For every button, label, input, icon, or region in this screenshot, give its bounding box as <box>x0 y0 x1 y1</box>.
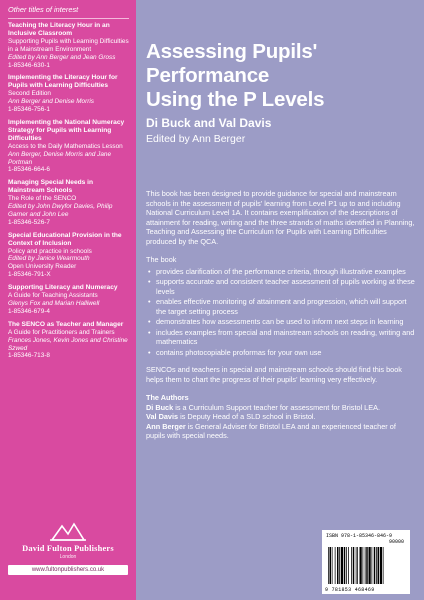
publisher-logo-icon <box>48 520 88 542</box>
book-authors-text: Edited by Ann Berger and Jean Gross <box>8 53 116 61</box>
book-title-text: Implementing the National Numeracy Strategy for Pupils with Learning Difficulties <box>8 118 125 142</box>
book-isbn: 1-85346-664-6 <box>8 166 50 174</box>
barcode-box <box>322 530 410 594</box>
book-authors-text: Edited by Janice Wearmouth <box>8 255 90 263</box>
book-isbn: 1-85346-791-X <box>8 271 51 279</box>
isbn-label: ISBN 978-1-85346-846-9 <box>326 533 393 539</box>
blurb <box>146 189 416 441</box>
book-isbn: 1-85346-679-4 <box>8 307 50 315</box>
book-entry <box>8 74 129 114</box>
bullet-icon: • <box>148 297 151 306</box>
book-extra: Open University Reader <box>8 263 77 271</box>
bullet-text: demonstrates how assessments can be used to inform next steps in learning <box>156 317 404 326</box>
book-isbn: 1-85346-526-7 <box>8 218 50 226</box>
author-name: Val Davis <box>146 412 179 421</box>
title-line-3: Using the P Levels <box>146 88 325 111</box>
book-entry <box>8 179 129 226</box>
book-description: A Guide for Practitioners and Trainers <box>8 328 115 336</box>
blurb-intro: This book has been designed to provide guidance for special and mainstream schools in the assessment of pupils' learning from Level P1 up to and including National Curriculum Level 1A. It contains exemplification of the descriptions of attainment for reading, writing and the three strands of maths identified in Planning, Teaching and Assessing the Curriculum for Pupils with Learning Difficulties produced by the QCA. <box>146 189 415 246</box>
main-content <box>146 0 416 441</box>
blurb-closing: SENCOs and teachers in special and mainstream schools should find this book helps them to chart the progress of their pupils' learning very effectively. <box>146 365 402 384</box>
bullet-text: includes examples from special and mainstream schools on reading, writing and mathematics <box>156 327 415 346</box>
author-bio <box>146 422 416 441</box>
publisher-name: David Fulton Publishers <box>22 544 114 553</box>
book-authors-text: Glenys Fox and Marian Halliwell <box>8 300 100 307</box>
publisher-block <box>6 520 130 575</box>
bullet-icon: • <box>148 317 151 326</box>
author-bio <box>146 412 416 422</box>
book-authors-text: Ann Berger and Denise Morris <box>8 98 94 106</box>
bullet-icon: • <box>148 277 151 286</box>
bullet-icon: • <box>148 266 151 276</box>
title-line-1: Assessing Pupils' <box>146 40 318 63</box>
bullet-text: contains photocopiable proformas for your own use <box>156 347 322 357</box>
author-bio <box>146 403 416 413</box>
author-description: is a Curriculum Support teacher for assessment for Bristol LEA. <box>173 402 380 412</box>
book-editor: Edited by Ann Berger <box>146 133 246 145</box>
ean-number: 9 781853 468469 <box>325 587 375 593</box>
title-line-2: Performance <box>146 64 270 87</box>
bullet-text: enables effective monitoring of attainment and progression, which will support the target setting process <box>156 297 407 316</box>
book-isbn: 1-85346-756-1 <box>8 106 50 114</box>
book-description: Second Edition <box>8 90 51 98</box>
book-title-text: Supporting Literacy and Numeracy <box>8 284 118 292</box>
book-title <box>146 40 416 112</box>
author-name: Di Buck <box>146 402 174 412</box>
book-description: Policy and practice in schools <box>8 247 92 255</box>
list-item <box>146 317 416 327</box>
book-title-text: Special Educational Provision in the Context of Inclusion <box>8 231 122 247</box>
bullet-icon: • <box>148 347 151 357</box>
sidebar-divider <box>8 18 129 19</box>
book-authors-text: Ann Berger, Denise Morris and Jane Portman <box>8 150 112 166</box>
book-entry <box>8 119 129 174</box>
list-item <box>146 277 416 296</box>
book-description: A Guide for Teaching Assistants <box>8 292 98 300</box>
book-authors-text: Edited by John Dwyfor Davies, Philip Garner and John Lee <box>8 203 113 218</box>
book-description: The Role of the SENCO <box>8 195 77 203</box>
list-item <box>146 297 416 316</box>
book-title-text: Implementing the Literacy Hour for Pupils with Learning Difficulties <box>8 74 118 90</box>
author-bios <box>146 403 416 441</box>
author-description: is General Adviser for Bristol LEA and an experienced teacher of pupils with special needs. <box>146 421 396 440</box>
sidebar-heading: Other titles of interest <box>8 5 79 14</box>
book-authors-text: Frances Jones, Kevin Jones and Christine Szwed <box>8 336 128 352</box>
bullet-text: provides clarification of the performance criteria, through illustrative examples <box>156 266 406 276</box>
bullet-text: supports accurate and consistent teacher assessment of pupils working at these levels <box>156 277 415 296</box>
price-code: 90000 <box>388 539 404 545</box>
book-description: Supporting Pupils with Learning Difficulties in a Mainstream Environment <box>8 37 129 53</box>
authors-section <box>146 393 416 441</box>
publisher-location: London <box>59 554 77 560</box>
publisher-url[interactable]: www.fultonpublishers.co.uk <box>8 565 128 575</box>
book-authors: Di Buck and Val Davis <box>146 116 272 130</box>
book-list <box>8 22 129 360</box>
book-entry <box>8 321 129 361</box>
book-description: Access to the Daily Mathematics Lesson <box>8 142 123 150</box>
list-item <box>146 267 416 277</box>
book-isbn: 1-85346-713-8 <box>8 352 50 360</box>
book-entry <box>8 284 129 316</box>
authors-heading: The Authors <box>146 393 189 402</box>
author-name: Ann Berger <box>146 421 186 431</box>
book-entry <box>8 22 129 69</box>
list-item <box>146 328 416 347</box>
book-title-text: The SENCO as Teacher and Manager <box>8 320 124 328</box>
book-title-text: Managing Special Needs in Mainstream Schools <box>8 179 94 195</box>
book-entry <box>8 232 129 279</box>
barcode-bars-icon <box>328 547 404 584</box>
other-titles-sidebar <box>0 0 136 600</box>
blurb-bullet-list <box>146 267 416 358</box>
bullet-icon: • <box>148 327 151 337</box>
book-isbn: 1-85346-630-1 <box>8 61 50 69</box>
book-title-text: Teaching the Literacy Hour in an Inclusive Classroom <box>8 22 110 37</box>
author-description: is Deputy Head of a SLD school in Bristol. <box>178 412 316 421</box>
list-item <box>146 348 416 358</box>
blurb-list-label: The book <box>146 255 177 264</box>
